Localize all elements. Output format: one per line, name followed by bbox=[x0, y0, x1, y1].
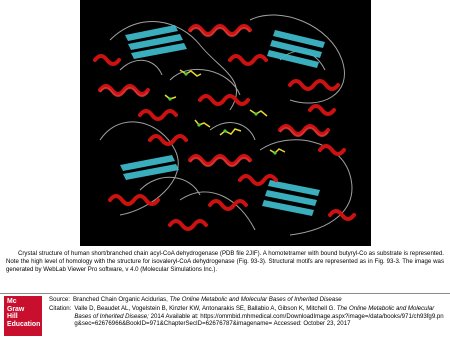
figure-caption: Crystal structure of human short/branched chain acyl-CoA dehydrogenase (PDB file 2JIF). A homotetramer with bound butyryl-Co as substrate is represented. Note the high level of homology with the structure for isovaleryl-CoA dehydrogenase (Fig. 93-3). Structural motifs are represented as in Fig. 93-3. The image was generated by WebLab Viewer Pro software, v 4.0 (Molecular Simulations Inc.). bbox=[6, 250, 444, 274]
source-row bbox=[49, 296, 447, 304]
source-citation-block bbox=[49, 296, 447, 328]
source-label: Source: bbox=[49, 296, 71, 303]
source-chapter: Branched Chain Organic Acidurias, bbox=[73, 296, 168, 303]
logo-line-1: Mc bbox=[7, 298, 17, 305]
citation-title: The Online Metabolic and Molecular Bases of Inherited Disease; bbox=[74, 304, 435, 320]
citation-year: 2014 Available at: bbox=[150, 312, 199, 320]
citation-text bbox=[74, 305, 447, 328]
logo-line-3: Hill bbox=[7, 313, 18, 321]
divider bbox=[0, 293, 450, 294]
citation-label: Citation: bbox=[49, 304, 72, 312]
citation-authors: Valle D, Beaudet AL, Vogelstein B, Kinzler KW, Antonarakis SE, Ballabio A, Gibson K, Mitchell G. bbox=[74, 304, 336, 312]
logo-line-4: Education bbox=[7, 320, 41, 328]
protein-structure-figure bbox=[80, 0, 371, 246]
logo-line-2: Graw bbox=[7, 305, 25, 313]
citation-accessed: Accessed: October 23, 2017 bbox=[273, 320, 351, 328]
protein-ribbon-illustration bbox=[80, 0, 371, 246]
citation-row bbox=[49, 305, 447, 328]
source-text bbox=[73, 296, 447, 304]
mcgraw-hill-logo bbox=[4, 296, 42, 336]
source-title: The Online Metabolic and Molecular Bases of Inherited Disease bbox=[169, 296, 342, 303]
citation-url[interactable]: https://ommbid.mhmedical.com/DownloadImage.aspx?image=/data/books/971/ch93fg9.png&sec=62676966&BookID=971&ChapterSecID=62676787&imagename= bbox=[74, 312, 444, 328]
